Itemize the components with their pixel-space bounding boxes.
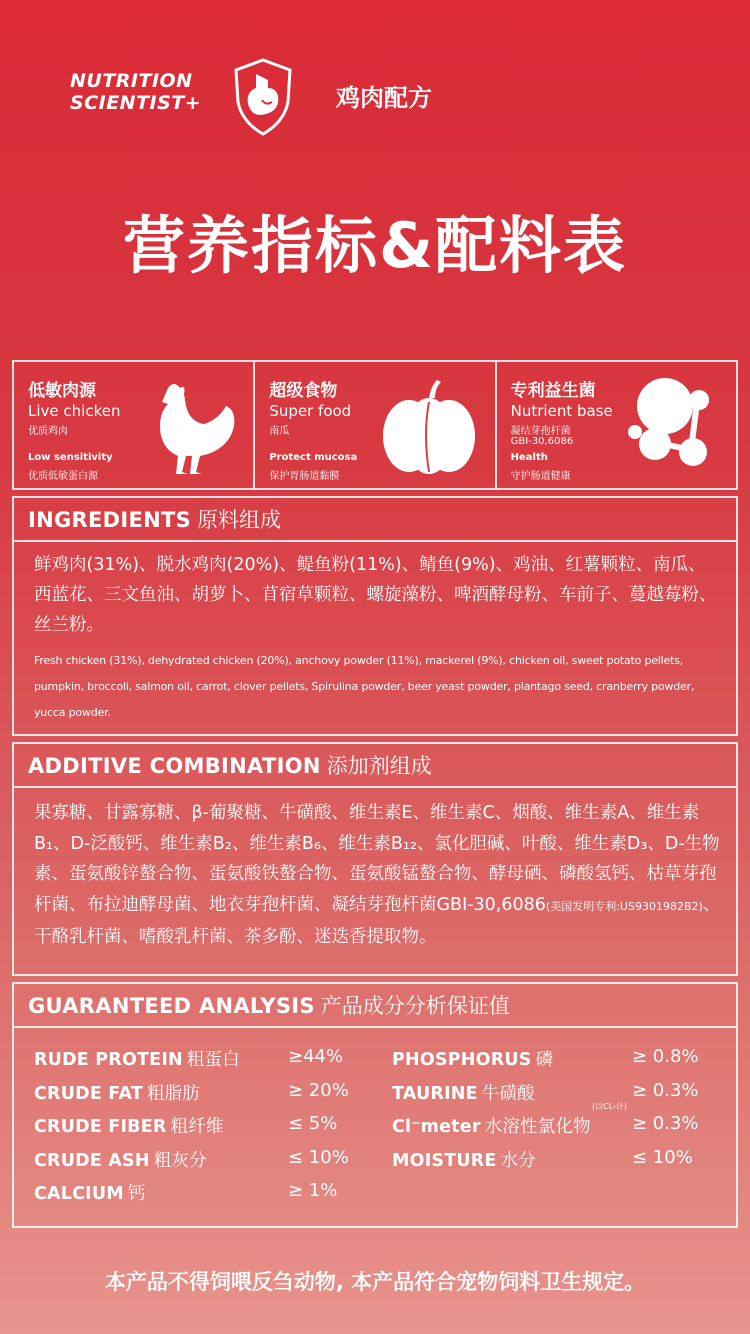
feature-cn-2: GBI-30,6086 <box>510 436 574 447</box>
feature-bold-cn: 优质低敏蛋白源 <box>28 471 98 482</box>
feature-bold: Protect mucosa <box>269 452 358 463</box>
additives-text-cn-end: 、干酪乳杆菌、嗜酸乳杆菌、茶多酚、迷迭香提取物。 <box>34 894 721 947</box>
feature-cn: 凝结芽孢杆菌 <box>510 426 571 437</box>
analysis-row <box>392 1042 732 1076</box>
analysis-name-cn: 水溶性氯化物 <box>484 1117 591 1137</box>
feature-card-chicken <box>14 362 255 488</box>
additives-panel <box>12 742 738 976</box>
analysis-name-cn: 牛磺酸 <box>481 1083 535 1104</box>
feature-card-probiotic <box>497 362 736 488</box>
analysis-row <box>34 1076 364 1110</box>
ingredients-text-cn: 鲜鸡肉(31%)、脱水鸡肉(20%)、鳀鱼粉(11%)、鲭鱼(9%)、鸡油、红薯颗粒、南瓜、西蓝花、三文鱼油、胡萝卜、苜宿草颗粒、螺旋藻粉、啤酒酵母粉、车前子、蔓越莓粉、丝兰粉。 <box>34 555 717 635</box>
analysis-name-cn: 水分 <box>500 1150 536 1171</box>
feature-en: Nutrient base <box>510 402 613 420</box>
additives-heading <box>14 744 736 788</box>
feature-bold: Health <box>510 452 548 463</box>
analysis-value: ≤ 5% <box>288 1113 338 1134</box>
stomach-shield-icon <box>232 58 294 136</box>
recipe-label: 鸡肉配方 <box>336 84 432 112</box>
feature-en: Live chicken <box>28 402 121 420</box>
ingredients-text-en: Fresh chicken (31%), dehydrated chicken (20%), anchovy powder (11%), mackerel (9%), chicken oil, sweet potato pellets, pumpkin, broccoli, salmon oil, carrot, clover pellets, Spirulina powder, beer yeast powder, plantago seed, cranberry powder, yucca powder. <box>34 654 695 719</box>
feature-title: 超级食物 <box>269 381 338 401</box>
analysis-value: ≥ 20% <box>288 1079 349 1101</box>
additives-title-en: ADDITIVE COMBINATION <box>28 754 321 778</box>
brand-line1: NUTRITION <box>70 70 193 92</box>
analysis-name-cn: 粗蛋白 <box>186 1050 240 1070</box>
brand-line2: SCIENTIST+ <box>70 92 202 114</box>
additives-text-cn: 果寡糖、甘露寡糖、β-葡聚糖、牛磺酸、维生素E、维生素C、烟酸、维生素A、维生素B₁、D-泛酸钙、维生素B₂、维生素B₆、维生素B₁₂、氯化胆碱、叶酸、维生素D₃、D-生物素、蛋氨酸锌螯合物、蛋氨酸铁螯合物、蛋氨酸锰螯合物、酵母硒、磷酸氢钙、枯草芽孢杆菌、布拉迪酵母菌、地衣芽孢杆菌、凝结芽孢杆菌GBI-30,6086 <box>34 803 720 915</box>
feature-bold: Low sensitivity <box>28 452 113 463</box>
analysis-name-cn: 粗脂肪 <box>146 1083 201 1104</box>
analysis-value: ≥44% <box>288 1046 344 1067</box>
analysis-name-cn: 钙 <box>127 1184 146 1204</box>
analysis-right-column <box>392 1042 732 1176</box>
feature-cn: 优质鸡肉 <box>28 426 68 437</box>
header <box>70 58 690 138</box>
analysis-value: ≥ 0.3% <box>632 1113 699 1134</box>
patent-note: (美国发明专利:US9301982B2) <box>545 899 703 913</box>
analysis-title-en: GUARANTEED ANALYSIS <box>28 994 315 1018</box>
analysis-name: Cl⁻meter <box>392 1117 481 1137</box>
analysis-row <box>392 1102 732 1143</box>
analysis-panel <box>12 982 738 1228</box>
analysis-value: ≥ 0.3% <box>632 1079 699 1101</box>
analysis-name: CRUDE FAT <box>34 1083 143 1104</box>
analysis-name: TAURINE <box>392 1083 478 1104</box>
analysis-row <box>392 1076 732 1110</box>
ingredients-panel <box>12 496 738 736</box>
analysis-name: RUDE PROTEIN <box>34 1050 183 1070</box>
analysis-title-cn: 产品成分分析保证值 <box>320 994 510 1018</box>
analysis-value: ≤ 10% <box>632 1146 693 1168</box>
analysis-left-column <box>34 1042 364 1210</box>
analysis-value: ≥ 1% <box>288 1180 338 1201</box>
analysis-value: ≥ 0.8% <box>632 1046 699 1067</box>
feature-card-pumpkin <box>255 362 496 488</box>
analysis-row <box>34 1109 364 1143</box>
feature-en: Super food <box>269 402 352 420</box>
analysis-name: CRUDE ASH <box>34 1150 150 1171</box>
analysis-value: ≤ 10% <box>288 1146 349 1168</box>
analysis-row <box>34 1143 364 1177</box>
analysis-row <box>34 1176 364 1210</box>
feature-title: 低敏肉源 <box>28 381 96 401</box>
analysis-name-cn: 磷 <box>535 1050 554 1070</box>
analysis-name: MOISTURE <box>392 1150 497 1171</box>
analysis-heading <box>14 984 736 1028</box>
feature-title: 专利益生菌 <box>510 381 596 401</box>
ingredients-heading <box>14 498 736 542</box>
analysis-row <box>34 1042 364 1076</box>
analysis-name: PHOSPHORUS <box>392 1050 532 1070</box>
molecule-icon <box>615 372 723 478</box>
analysis-note: (以CL-计) <box>592 1102 628 1111</box>
ingredients-title-cn: 原料组成 <box>197 508 282 532</box>
ingredients-title-en: INGREDIENTS <box>28 508 192 532</box>
feature-bold-cn: 保护胃肠道黏膜 <box>269 471 340 482</box>
analysis-name-cn: 粗纤维 <box>170 1117 224 1137</box>
analysis-name: CALCIUM <box>34 1184 124 1204</box>
brand-logo <box>70 70 201 114</box>
pumpkin-icon <box>377 374 481 478</box>
feature-bold-cn: 守护肠道健康 <box>510 471 571 482</box>
feature-cn: 南瓜 <box>269 426 290 437</box>
page-title: 营养指标&配料表 <box>122 209 628 282</box>
features-panel <box>12 360 738 490</box>
footer-notice: 本产品不得饲喂反刍动物, 本产品符合宠物饲料卫生规定。 <box>104 1270 646 1294</box>
analysis-name: CRUDE FIBER <box>34 1117 167 1137</box>
analysis-name-cn: 粗灰分 <box>153 1150 207 1171</box>
additives-title-cn: 添加剂组成 <box>326 754 432 778</box>
analysis-row <box>392 1143 732 1177</box>
additives-text <box>34 798 722 953</box>
chicken-icon <box>146 376 242 478</box>
